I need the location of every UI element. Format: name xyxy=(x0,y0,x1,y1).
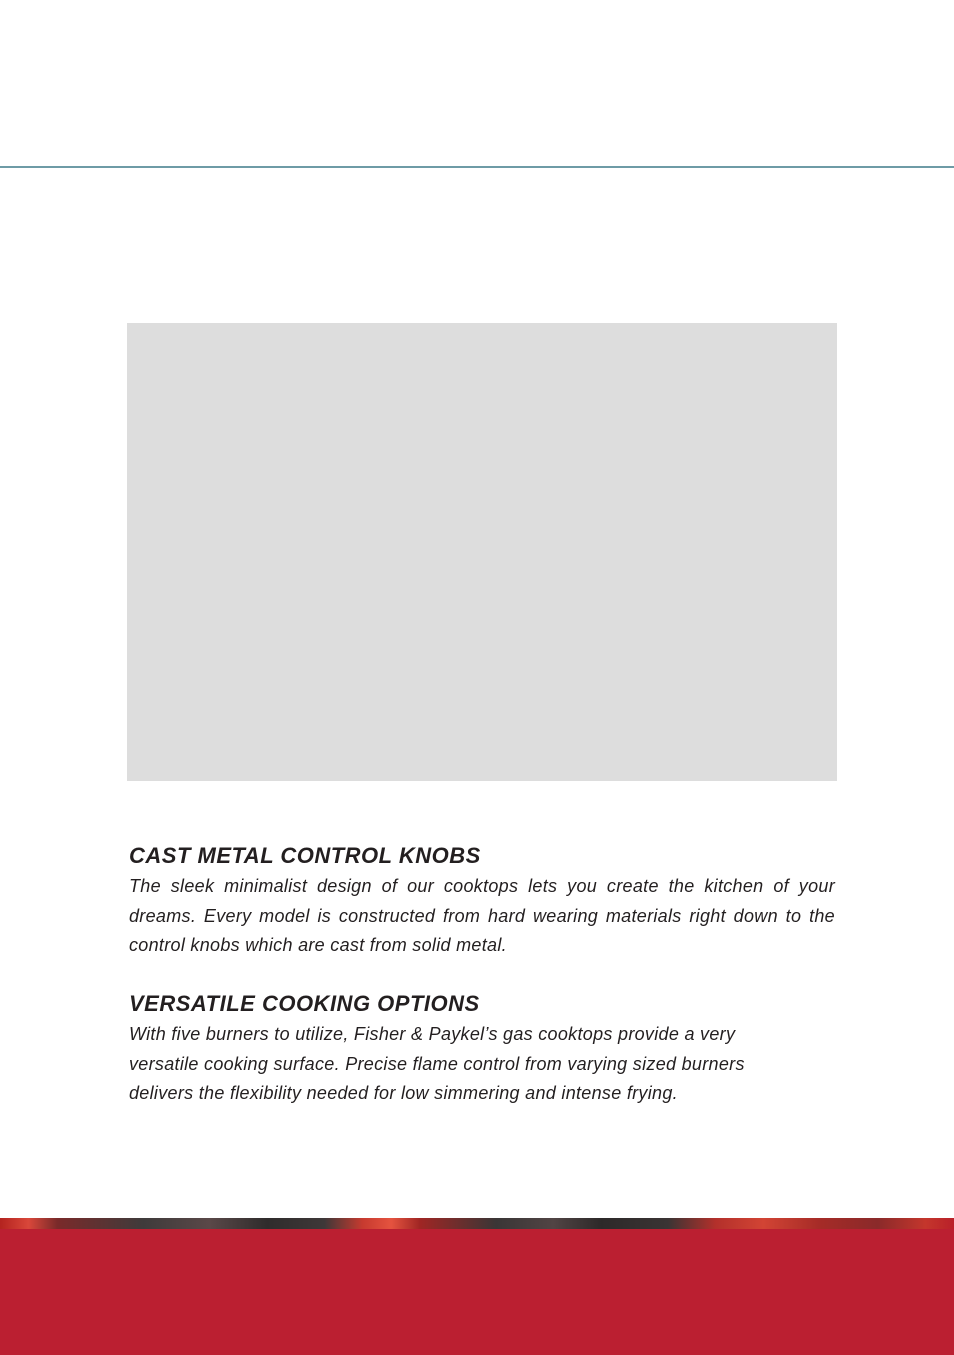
footer-band xyxy=(0,1229,954,1355)
section-heading: CAST METAL CONTROL KNOBS xyxy=(129,843,481,868)
body-line: delivers the flexibility needed for low simmering and intense frying. xyxy=(129,1083,678,1103)
body-line: versatile cooking surface. Precise flame control from varying sized burners xyxy=(129,1053,745,1074)
section-heading: VERSATILE COOKING OPTIONS xyxy=(129,991,480,1016)
product-image-placeholder xyxy=(127,323,837,781)
section-body xyxy=(129,1020,835,1109)
feature-section-cooking-options xyxy=(129,990,835,1109)
header-divider xyxy=(0,166,954,168)
body-line: the control knobs which are cast from solid metal. xyxy=(129,905,835,955)
body-line: The sleek minimalist design of our cooktops lets you create the kitchen of your xyxy=(129,876,835,896)
body-line: With five burners to utilize, Fisher & Paykel’s gas cooktops provide a very xyxy=(129,1024,736,1044)
section-body xyxy=(129,872,835,961)
body-line: dreams. Every model is constructed from hard wearing materials right down to xyxy=(129,905,802,926)
feature-section-control-knobs xyxy=(129,842,835,961)
